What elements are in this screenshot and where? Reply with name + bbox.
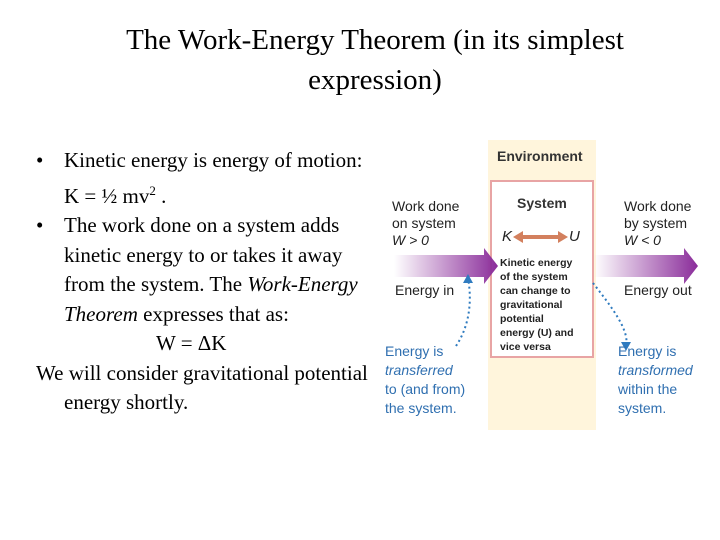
bullet-list — [36, 146, 376, 418]
energy-transferred-note: Energy is transferred to (and from) the system. — [385, 343, 466, 416]
bullet-work-done — [36, 211, 376, 329]
bullet-kinetic-energy — [36, 146, 376, 211]
energy-in-label: Energy in — [395, 282, 455, 298]
superscript-2: 2 — [149, 182, 156, 198]
system-label: System — [517, 195, 567, 211]
potential-symbol: U — [569, 228, 580, 245]
energy-out-arrow — [594, 248, 698, 284]
energy-transformed-note: Energy is transformed within the system. — [618, 343, 693, 416]
work-energy-diagram — [380, 140, 710, 430]
energy-out-label: Energy out — [624, 282, 692, 298]
bullet-marker: • — [36, 148, 44, 172]
environment-label: Environment — [497, 148, 583, 164]
transformed-dotted-arrow — [593, 283, 627, 346]
energy-in-arrow — [394, 248, 498, 284]
bullet-text: The work done on a system adds kinetic energy to or takes it away from the system. The — [64, 213, 343, 296]
transferred-dotted-arrow — [456, 278, 470, 346]
work-energy-formula: W = ΔK — [156, 331, 227, 355]
theorem-name: Work-Energy Theorem — [64, 272, 358, 326]
bullet-text: Kinetic energy is energy of motion: K = ½ mv — [64, 148, 363, 208]
bullet-text-end: . — [155, 183, 167, 208]
slide-title: The Work-Energy Theorem (in its simplest expression) — [126, 24, 624, 96]
closing-text: We will consider gravitational potential energy shortly. — [36, 360, 368, 414]
bullet-marker: • — [36, 213, 44, 237]
bullet-text-end: expresses that as: — [137, 301, 289, 326]
work-by-system-label: Work done by system W < 0 — [624, 198, 692, 248]
work-on-system-label: Work done on system W > 0 — [392, 198, 460, 248]
kinetic-symbol: K — [502, 228, 513, 245]
kinetic-energy-note: Kinetic energy of the system can change to gravitational potential energy (U) and vice versa — [500, 257, 574, 353]
